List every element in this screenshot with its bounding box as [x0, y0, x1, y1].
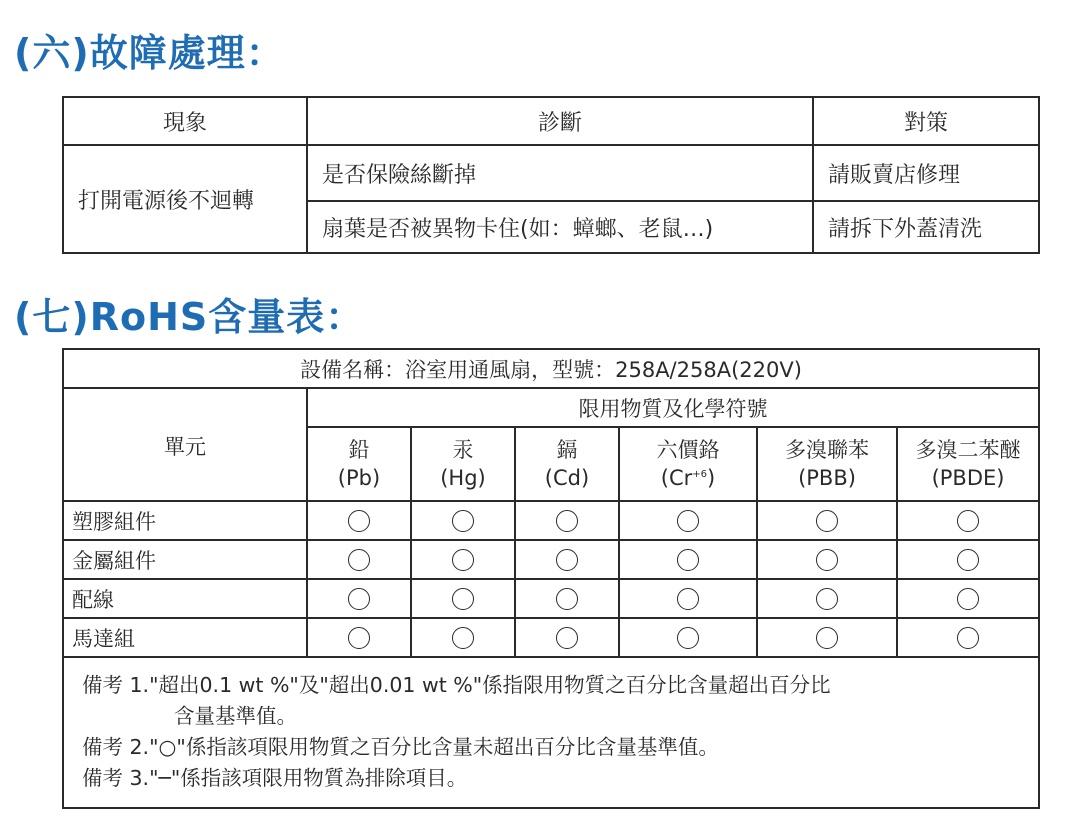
part-name: 金屬組件 — [63, 540, 307, 579]
substance-group-header: 限用物質及化學符號 — [307, 388, 1039, 427]
circle-mark-icon — [348, 627, 370, 649]
equipment-row — [63, 349, 1039, 388]
circle-mark-icon — [556, 549, 578, 571]
table-row — [63, 501, 1039, 540]
circle-mark-icon — [556, 588, 578, 610]
header-solution: 對策 — [813, 97, 1039, 145]
table-row — [63, 145, 1039, 201]
circle-mark-icon — [957, 549, 979, 571]
substance-name: 鎘 — [556, 437, 578, 462]
substance-name: 汞 — [452, 437, 474, 462]
unit-header: 單元 — [63, 388, 307, 501]
header-phenomenon: 現象 — [63, 97, 307, 145]
circle-mark-icon — [677, 627, 699, 649]
circle-mark-icon — [677, 549, 699, 571]
part-name: 配線 — [63, 579, 307, 618]
circle-mark-icon — [677, 510, 699, 532]
circle-mark-icon — [556, 627, 578, 649]
table-row — [63, 579, 1039, 618]
substance-header — [897, 427, 1039, 501]
equipment-name: 設備名稱：浴室用通風扇，型號：258A/258A(220V) — [63, 349, 1039, 388]
notes-cell — [63, 657, 1039, 808]
substance-name: 鉛 — [348, 437, 370, 462]
circle-mark-icon — [452, 549, 474, 571]
section-7-title: (七)RoHS含量表： — [14, 295, 365, 339]
circle-mark-icon — [957, 627, 979, 649]
troubleshooting-table — [62, 96, 1040, 254]
circle-mark-icon — [348, 549, 370, 571]
circle-mark-icon — [452, 588, 474, 610]
circle-mark-icon — [556, 510, 578, 532]
circle-mark-icon — [816, 588, 838, 610]
section-6-title: (六)故障處理： — [14, 31, 285, 75]
note-2: 備考 2."○"係指該項限用物質之百分比含量未超出百分比含量基準值。 — [82, 735, 719, 760]
substance-symbol: (Cd) — [544, 466, 590, 490]
rohs-table — [62, 348, 1040, 809]
circle-mark-icon — [452, 627, 474, 649]
table-row — [63, 618, 1039, 657]
table-row — [63, 540, 1039, 579]
part-name: 馬達組 — [63, 618, 307, 657]
note-3: 備考 3."─"係指該項限用物質為排除項目。 — [82, 766, 468, 791]
substance-symbol: (Pb) — [337, 466, 381, 490]
diagnosis-cell: 是否保險絲斷掉 — [307, 145, 813, 201]
solution-cell: 請拆下外蓋清洗 — [813, 201, 1039, 253]
substance-symbol: (PBDE) — [931, 466, 1005, 490]
diagnosis-cell: 扇葉是否被異物卡住(如：蟑螂、老鼠…) — [307, 201, 813, 253]
phenomenon-cell: 打開電源後不迴轉 — [63, 145, 307, 253]
circle-mark-icon — [816, 510, 838, 532]
note-1: 備考 1."超出0.1 wt %"及"超出0.01 wt %"係指限用物質之百分比含量超出百分比 — [82, 673, 831, 697]
part-name: 塑膠組件 — [63, 501, 307, 540]
notes-row — [63, 657, 1039, 808]
substance-header — [307, 427, 411, 501]
circle-mark-icon — [348, 510, 370, 532]
substance-name: 多溴二苯醚 — [915, 437, 1021, 462]
substance-header — [619, 427, 757, 501]
circle-mark-icon — [452, 510, 474, 532]
circle-mark-icon — [957, 588, 979, 610]
substance-group-row — [63, 388, 1039, 427]
note-1-continued: 含量基準值。 — [174, 704, 297, 729]
substance-name: 多溴聯苯 — [785, 437, 869, 462]
circle-mark-icon — [957, 510, 979, 532]
substance-symbol: (PBB) — [798, 466, 856, 490]
substance-header — [515, 427, 619, 501]
circle-mark-icon — [816, 549, 838, 571]
header-diagnosis: 診斷 — [307, 97, 813, 145]
substance-header — [411, 427, 515, 501]
substance-header — [757, 427, 897, 501]
substance-symbol: (Hg) — [440, 466, 486, 490]
substance-name: 六價鉻 — [656, 437, 720, 462]
circle-mark-icon — [677, 588, 699, 610]
substance-symbol: $(Cr^{+6})$ — [660, 466, 716, 490]
circle-mark-icon — [816, 627, 838, 649]
table-header-row — [63, 97, 1039, 145]
solution-cell: 請販賣店修理 — [813, 145, 1039, 201]
circle-mark-icon — [348, 588, 370, 610]
